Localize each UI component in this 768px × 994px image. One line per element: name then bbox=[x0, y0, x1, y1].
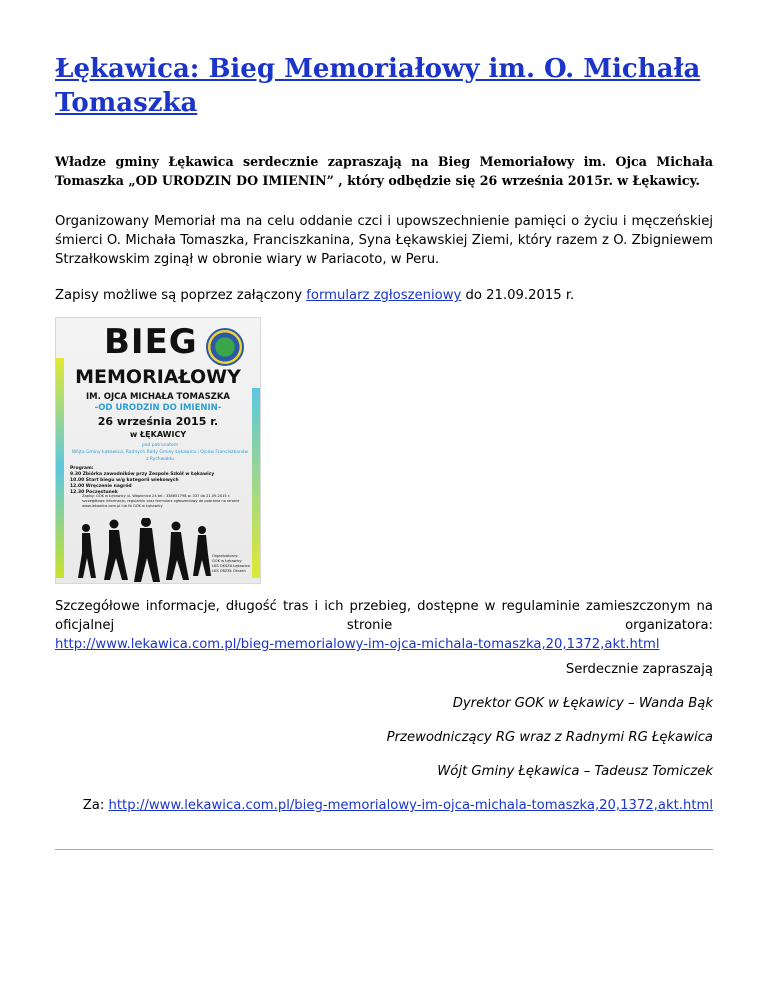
poster-patronage-text: Wójta Gminy Łękawica, Radnych Rady Gminy Łękawica i Ojców Franciszkanów z Rychwałdu bbox=[71, 450, 249, 462]
poster-info: Zapisy: GOK w Łękawicy ul. Wapienica 24 tel.: 338651798 w. 337 do 21.09.2015 r. szczegółowe informacje, regulamin oraz formularz zgłoszeniowy do pobrania na stronie www.lekawica.com.pl lub fb GOK w Łękawicy bbox=[82, 494, 240, 508]
poster-program-title: Program: bbox=[70, 466, 94, 471]
poster-emblem-icon bbox=[206, 328, 244, 366]
poster-organizer: GOK w Łękawicy bbox=[212, 559, 242, 563]
poster-heading: BIEG bbox=[104, 322, 198, 362]
signature-italic-part: Wójt Gminy Łękawica – Tadeusz Tomiczek bbox=[437, 764, 713, 779]
event-poster-image bbox=[55, 317, 261, 584]
details-word: stronie bbox=[346, 618, 393, 633]
poster-patronage-label: pod patronatem bbox=[141, 443, 179, 448]
poster-patronage bbox=[70, 442, 250, 463]
registration-paragraph bbox=[55, 286, 713, 305]
poster-organizer: LKS ORZEŁ Okrzeń bbox=[212, 569, 246, 573]
signature-line: Dyrektor GOK w Łękawicy – Wanda Bąk bbox=[452, 696, 713, 711]
poster-organizer: LKS OKSZA Łękawica bbox=[212, 564, 250, 568]
details-word: organizatora: bbox=[625, 618, 713, 633]
poster-line: IM. OJCA MICHAŁA TOMASZKA bbox=[85, 392, 231, 402]
article-title[interactable]: Łękawica: Bieg Memoriałowy im. O. Michała Tomaszka bbox=[55, 54, 701, 118]
registration-form-link[interactable]: formularz zgłoszeniowy bbox=[306, 288, 462, 303]
poster-program-item: 12.30 Poczęstunek bbox=[70, 490, 118, 495]
registration-text-after: do 21.09.2015 r. bbox=[461, 288, 575, 303]
details-text-line bbox=[55, 616, 713, 635]
signature-line bbox=[437, 762, 713, 781]
details-word: oficjalnej bbox=[55, 618, 115, 633]
poster-line: -OD URODZIN DO IMIENIN- bbox=[94, 403, 222, 413]
article-lead: Władze gminy Łękawica serdecznie zapraszają na Bieg Memoriałowy im. Ojca Michała Tomaszka „OD URODZIN DO IMIENIN” , który odbędzie się 26 września 2015r. w Łękawicy. bbox=[55, 154, 713, 188]
poster-subheading: MEMORIAŁOWY bbox=[75, 366, 241, 388]
poster-program-item: 12.00 Wręczenie nagród bbox=[70, 484, 132, 489]
registration-text-before: Zapisy możliwe są poprzez załączony bbox=[55, 288, 307, 303]
poster-organizer: Organizatorzy: bbox=[212, 554, 239, 558]
poster-place: w ŁĘKAWICY bbox=[129, 430, 187, 439]
poster-program-item: 10.00 Start biegu w/g kategorii wiekowych bbox=[70, 478, 179, 483]
signature-line: Przewodniczący RG wraz z Radnymi RG Łękawica bbox=[386, 730, 713, 745]
horizontal-divider bbox=[55, 849, 713, 850]
source-url-link[interactable]: http://www.lekawica.com.pl/bieg-memorialowy-im-ojca-michala-tomaszka,20,1372,akt.html bbox=[108, 798, 713, 813]
article-paragraph: Organizowany Memoriał ma na celu oddanie czci i upowszechnienie pamięci o życiu i męczeńskiej śmierci O. Michała Tomaszka, Franciszkanina, Syna Łękawskiej Ziemi, który razem z O. Zbigniewem Strzałkowskim zginął w obronie wiary w Pariacoto, w Peru. bbox=[55, 214, 713, 267]
details-text-line: Szczegółowe informacje, długość tras i ich przebieg, dostępne w regulaminie zamieszczonym na bbox=[55, 599, 713, 614]
poster-date: 26 września 2015 r. bbox=[97, 415, 219, 428]
poster-organizers bbox=[212, 554, 250, 574]
poster-program-item: 9.30 Zbiórka zawodników przy Zespole Szkół w Łękawicy bbox=[70, 472, 215, 477]
source-line bbox=[83, 796, 713, 815]
details-paragraph bbox=[55, 597, 713, 654]
details-url-link[interactable]: http://www.lekawica.com.pl/bieg-memorialowy-im-ojca-michala-tomaszka,20,1372,akt.html bbox=[55, 637, 660, 652]
poster-program bbox=[70, 466, 214, 496]
closing-text: Serdecznie zapraszają bbox=[565, 662, 713, 677]
source-label: Za: bbox=[82, 798, 109, 813]
